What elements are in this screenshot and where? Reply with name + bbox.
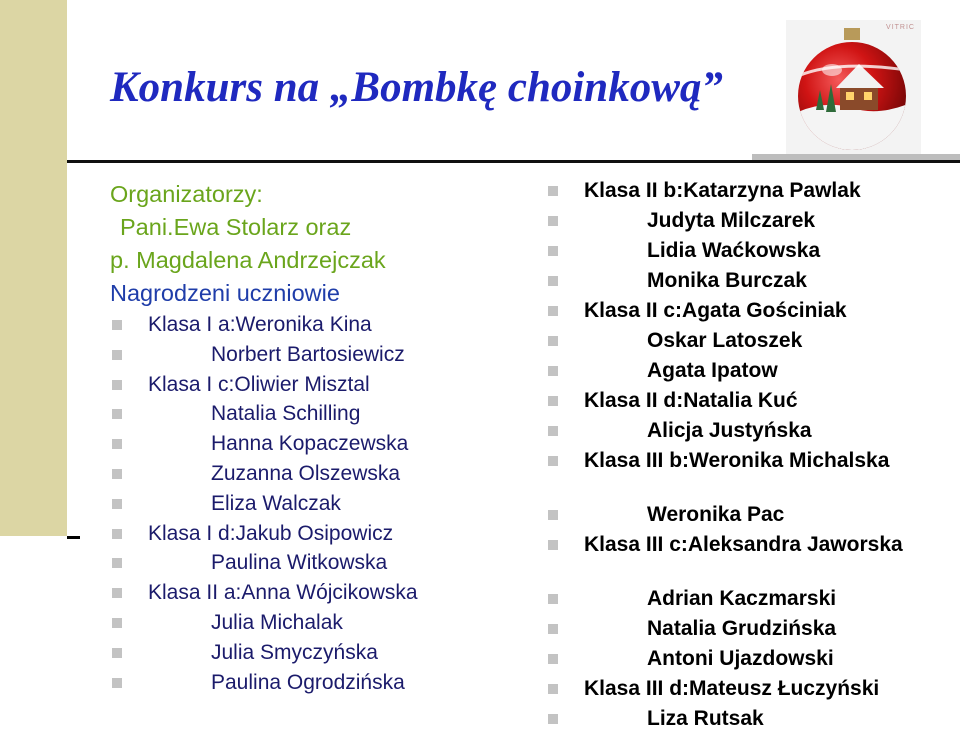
side-accent-bar <box>0 0 67 536</box>
awarded-list-left <box>110 310 550 697</box>
square-bullet-icon <box>112 648 122 658</box>
organizer-line-1: Pani.Ewa Stolarz oraz <box>120 214 352 240</box>
square-bullet-icon <box>548 186 558 196</box>
side-accent-corner <box>67 536 80 539</box>
square-bullet-icon <box>112 439 122 449</box>
list-item: Oskar Latoszek <box>546 326 958 356</box>
list-item: Klasa III b:Weronika Michalska <box>546 446 958 500</box>
square-bullet-icon <box>112 499 122 509</box>
list-item: Julia Michalak <box>110 608 550 638</box>
list-item: Paulina Ogrodzińska <box>110 668 550 698</box>
list-item: Liza Rutsak <box>546 704 958 734</box>
list-item: Adrian Kaczmarski <box>546 584 958 614</box>
square-bullet-icon <box>548 426 558 436</box>
square-bullet-icon <box>548 624 558 634</box>
square-bullet-icon <box>548 714 558 724</box>
square-bullet-icon <box>548 306 558 316</box>
list-item: Zuzanna Olszewska <box>110 459 550 489</box>
page-title: Konkurs na „Bombkę choinkową” <box>110 64 723 111</box>
square-bullet-icon <box>548 396 558 406</box>
list-item: Alicja Justyńska <box>546 416 958 446</box>
list-item: Julia Smyczyńska <box>110 638 550 668</box>
square-bullet-icon <box>548 366 558 376</box>
square-bullet-icon <box>548 540 558 550</box>
square-bullet-icon <box>548 456 558 466</box>
square-bullet-icon <box>112 678 122 688</box>
list-item: Weronika Pac <box>546 500 958 530</box>
list-item: Eliza Walczak <box>110 489 550 519</box>
square-bullet-icon <box>548 594 558 604</box>
christmas-bauble-icon <box>786 20 921 154</box>
list-item: Monika Burczak <box>546 266 958 296</box>
organizer-line-2: p. Magdalena Andrzejczak <box>110 247 386 273</box>
square-bullet-icon <box>112 320 122 330</box>
list-item: Klasa III d:Mateusz Łuczyński <box>546 674 958 704</box>
square-bullet-icon <box>112 409 122 419</box>
list-item: Hanna Kopaczewska <box>110 429 550 459</box>
square-bullet-icon <box>112 558 122 568</box>
christmas-bauble-image <box>786 20 921 154</box>
list-item: Paulina Witkowska <box>110 548 550 578</box>
list-item: Klasa II a:Anna Wójcikowska <box>110 578 550 608</box>
list-item: Klasa I a:Weronika Kina <box>110 310 550 340</box>
right-column <box>546 176 958 734</box>
square-bullet-icon <box>112 380 122 390</box>
list-item: Norbert Bartosiewicz <box>110 340 550 370</box>
list-item: Natalia Grudzińska <box>546 614 958 644</box>
square-bullet-icon <box>112 588 122 598</box>
list-item: Klasa II c:Agata Gościniak <box>546 296 958 326</box>
list-item: Lidia Waćkowska <box>546 236 958 266</box>
list-item: Judyta Milczarek <box>546 206 958 236</box>
square-bullet-icon <box>112 469 122 479</box>
list-item: Klasa II b:Katarzyna Pawlak <box>546 176 958 206</box>
square-bullet-icon <box>548 336 558 346</box>
square-bullet-icon <box>548 216 558 226</box>
list-item: Natalia Schilling <box>110 399 550 429</box>
organizers-label: Organizatorzy: <box>110 181 263 207</box>
list-item: Klasa I d:Jakub Osipowicz <box>110 519 550 549</box>
awarded-label: Nagrodzeni uczniowie <box>110 280 340 306</box>
square-bullet-icon <box>548 510 558 520</box>
list-item: Klasa II d:Natalia Kuć <box>546 386 958 416</box>
square-bullet-icon <box>548 276 558 286</box>
square-bullet-icon <box>112 618 122 628</box>
square-bullet-icon <box>548 654 558 664</box>
square-bullet-icon <box>548 684 558 694</box>
left-column <box>110 178 550 697</box>
square-bullet-icon <box>112 350 122 360</box>
list-item: Antoni Ujazdowski <box>546 644 958 674</box>
square-bullet-icon <box>112 529 122 539</box>
image-watermark: VITRIC <box>886 24 915 31</box>
title-rule <box>67 160 960 163</box>
list-item: Agata Ipatow <box>546 356 958 386</box>
awarded-list-right <box>546 176 958 734</box>
list-item: Klasa III c:Aleksandra Jaworska <box>546 530 958 584</box>
list-item: Klasa I c:Oliwier Misztal <box>110 370 550 400</box>
square-bullet-icon <box>548 246 558 256</box>
